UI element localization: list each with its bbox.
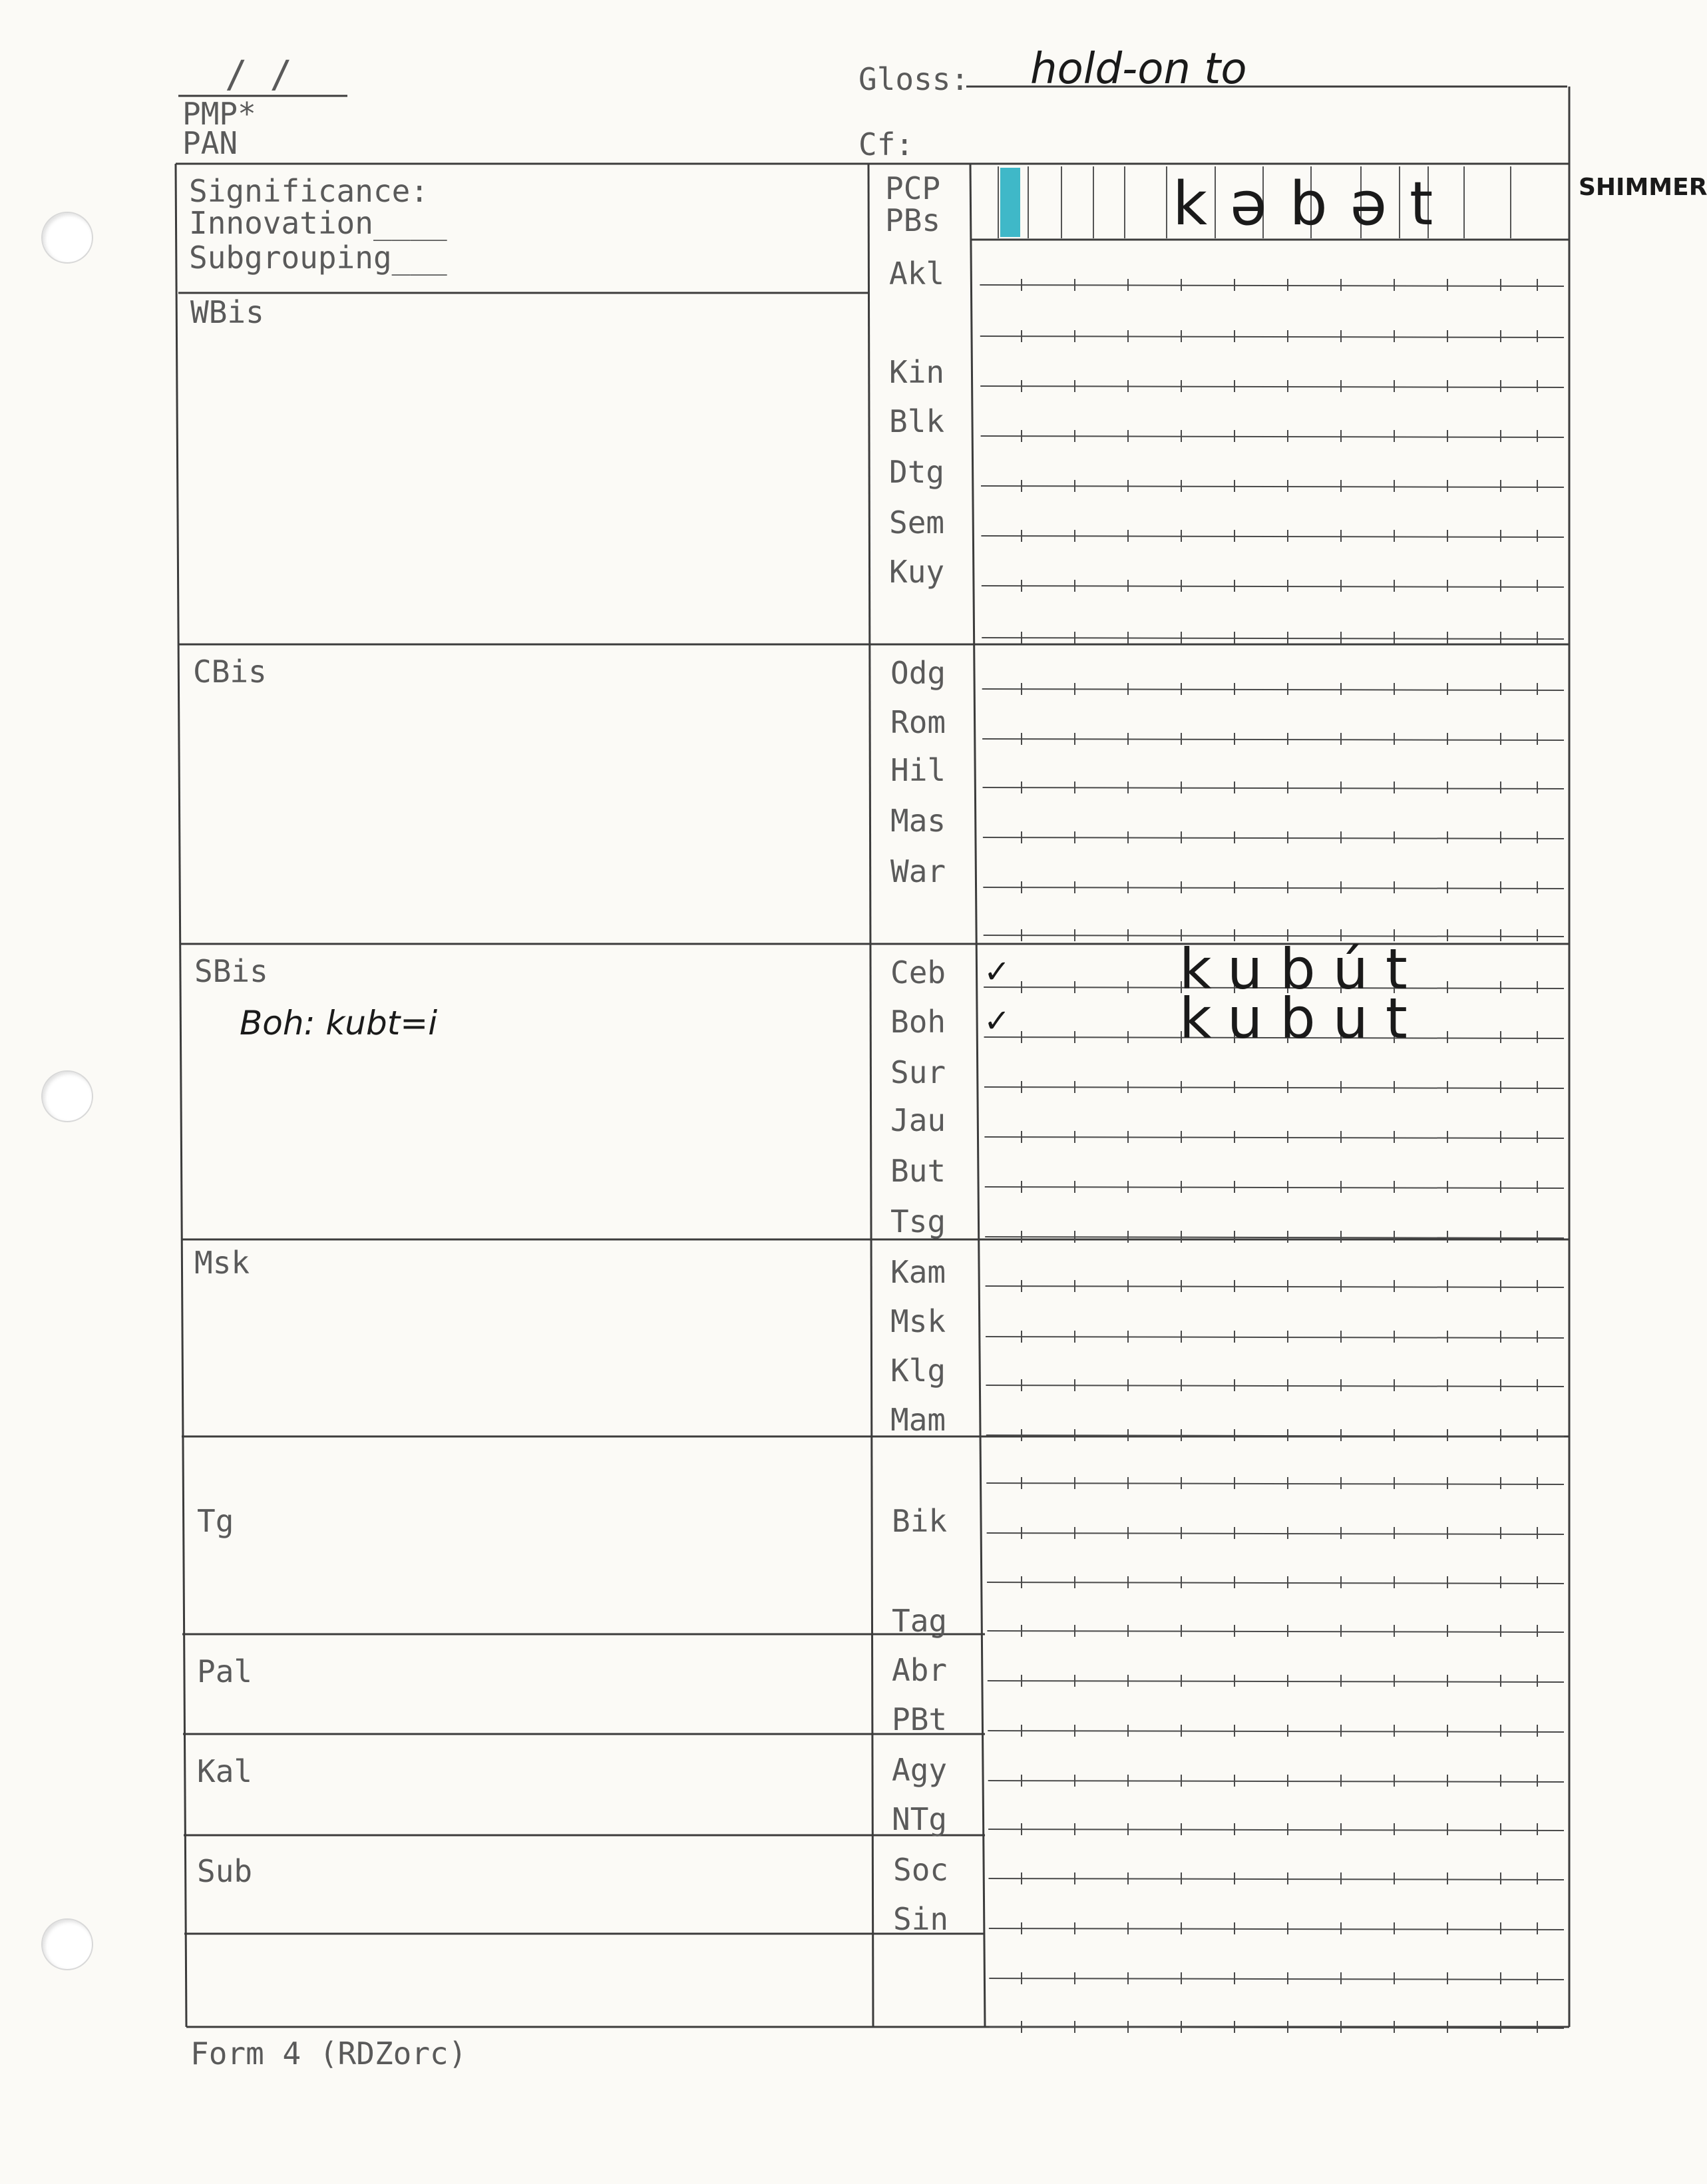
ruling-line [981,436,1564,437]
lang-tsg: Tsg [890,1203,946,1239]
gloss-value: hold-on to [1030,45,1247,94]
lang-odg: Odg [890,655,946,691]
lang-blk: Blk [889,403,945,439]
shimmer-label: SHIMMER [1579,174,1707,201]
ruling-line [986,1286,1564,1287]
lang-pbt: PBt [892,1701,948,1737]
group-sbis: SBis [194,953,268,989]
ruling-line [986,1337,1564,1338]
ruling-line [987,1582,1564,1584]
lang-kam: Kam [890,1254,946,1290]
lang-sin: Sin [893,1901,949,1937]
reconstruction-form: kəbət [1173,169,1456,239]
boh-check: ✓ [984,1002,1011,1040]
ruling-line [986,1385,1564,1387]
ruling-line [984,1087,1564,1088]
ceb-check: ✓ [984,953,1011,990]
lang-akl: Akl [889,256,945,292]
group-pal: Pal [197,1653,253,1689]
lang-sem: Sem [889,505,945,541]
lang-boh: Boh [890,1004,946,1040]
lang-dtg: Dtg [889,454,945,490]
pcp-label: PCP [885,170,941,206]
lang-mas: Mas [890,803,946,839]
ruling-line [983,837,1564,839]
ruling-line [980,386,1564,387]
lang-mam: Mam [890,1402,946,1438]
ruling-line [980,285,1564,286]
pcp-highlight-cell [1000,168,1020,237]
ruling-line [981,536,1564,537]
date-slash: / / [225,53,293,97]
lang-bik: Bik [892,1503,948,1539]
ruling-line [983,887,1564,889]
lang-msk: Msk [890,1303,946,1339]
lang-abr: Abr [892,1652,948,1688]
significance-title: Significance: [189,173,429,209]
ruling-line [987,1631,1564,1632]
ruling-line [985,1187,1564,1188]
subgrouping-label: Subgrouping___ [189,240,447,276]
pan-label: PAN [182,125,238,161]
boh-form: kubut [1179,986,1425,1051]
ceb-form: kubút [1179,937,1425,1002]
ruling-line [987,1533,1564,1534]
ruling-line [986,1483,1564,1484]
group-kal: Kal [197,1753,253,1789]
ruling-line [982,586,1564,587]
ruling-line [980,336,1564,337]
ruling-line [981,486,1564,487]
lang-but: But [890,1153,946,1189]
ruling-line [982,739,1564,740]
group-tg: Tg [197,1503,234,1539]
pmp-label: PMP* [182,96,256,132]
lang-kuy: Kuy [889,554,945,590]
lang-tag: Tag [892,1603,948,1639]
lang-sur: Sur [890,1054,946,1090]
group-sub: Sub [197,1853,253,1889]
lang-hil: Hil [890,752,946,788]
pbs-label: PBs [885,202,941,238]
lang-ceb: Ceb [890,955,946,990]
group-msk: Msk [194,1245,250,1281]
lang-jau: Jau [890,1102,946,1138]
ruling-line [985,1237,1564,1238]
lang-war: War [890,853,946,889]
ruling-line [988,1681,1564,1682]
ruling-line [984,1137,1564,1138]
ruling-line [982,638,1564,639]
lang-agy: Agy [892,1752,948,1788]
sbis-note: Boh: kubt=i [240,1004,438,1042]
form-label: Form 4 (RDZorc) [190,2036,467,2072]
lang-klg: Klg [890,1353,946,1389]
group-wbis: WBis [190,294,264,330]
cf-label: Cf: [858,126,914,162]
ruling-line [982,787,1564,789]
lang-rom: Rom [890,704,946,740]
lang-kin: Kin [889,354,945,390]
lang-ntg: NTg [892,1801,948,1837]
group-cbis: CBis [193,654,267,690]
ruling-line [982,689,1564,690]
gloss-label: Gloss: [858,61,970,97]
lang-soc: Soc [893,1852,949,1888]
innovation-label: Innovation____ [189,205,447,241]
